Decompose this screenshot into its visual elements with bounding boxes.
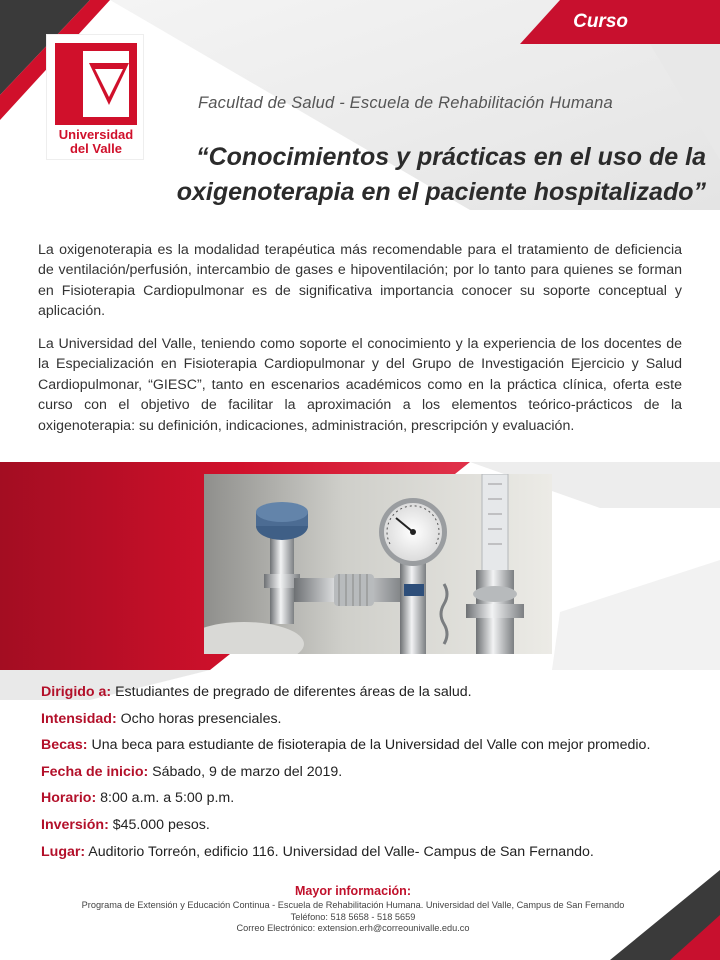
detail-row: [41, 842, 691, 869]
detail-value: Auditorio Torreón, edificio 116. Universidad del Valle- Campus de San Fernando.: [85, 843, 594, 860]
detail-label: Intensidad:: [41, 710, 117, 727]
detail-row: [41, 788, 691, 815]
detail-value: Una beca para estudiante de fisioterapia de la Universidad del Valle con mejor promedio.: [87, 737, 651, 754]
detail-label: Inversión:: [41, 816, 109, 833]
logo-text-line2: del Valle: [69, 141, 123, 156]
footer-title: Mayor información:: [295, 884, 411, 898]
course-details: [41, 682, 691, 868]
detail-label: Lugar:: [41, 843, 86, 860]
detail-label: Horario:: [41, 790, 97, 807]
footer-phone: Teléfono: 518 5658 - 518 5659: [290, 911, 416, 922]
univalle-logo-icon: [55, 43, 137, 125]
oxygen-regulator-photo: [204, 474, 552, 654]
detail-row: [41, 709, 691, 736]
intro-paragraph-2: La Universidad del Valle, teniendo como soporte el conocimiento y la experiencia de los docentes de la Especialización en Fisioterapia Cardiopulmonar y del Grupo de Investigación Ejercicio y Salud Cardiopulmonar, “GIESC”, tanto en escenarios académicos como en la práctica clínica, oferta este curso con el objetivo de facilitar la aproximación a los elementos teórico-prácticos de la oxigenoterapia: su definición, indicaciones, administración, prescripción y evaluación.: [38, 336, 682, 434]
detail-value: Ocho horas presenciales.: [116, 710, 282, 727]
course-title-line1: “Conocimientos y prácticas en el uso de la: [196, 143, 706, 171]
course-tag: Curso: [573, 11, 628, 32]
footer-contact: [0, 882, 706, 935]
detail-value: Sábado, 9 de marzo del 2019.: [148, 763, 343, 780]
footer-email[interactable]: Correo Electrónico: extension.erh@correounivalle.edu.co: [236, 923, 470, 933]
detail-row: [41, 762, 691, 789]
detail-label: Becas:: [41, 737, 88, 754]
course-title: [100, 140, 706, 210]
detail-label: Dirigido a:: [41, 684, 112, 700]
detail-label: Fecha de inicio:: [41, 763, 149, 780]
detail-value: 8:00 a.m. a 5:00 p.m.: [96, 790, 235, 807]
detail-row: [41, 682, 691, 709]
detail-row: [41, 735, 691, 762]
faculty-name: Facultad de Salud - Escuela de Rehabilitación Humana: [198, 94, 613, 112]
detail-row: [41, 815, 691, 842]
detail-value: $45.000 pesos.: [108, 816, 210, 833]
logo-text-line1: Universidad: [58, 127, 134, 142]
footer-program: Programa de Extensión y Educación Continua - Escuela de Rehabilitación Humana. Universidad del Valle, Campus de San Fernando: [81, 900, 625, 910]
course-title-line2: oxigenoterapia en el paciente hospitalizado”: [176, 178, 706, 206]
intro-paragraph-1: La oxigenoterapia es la modalidad terapéutica más recomendable para el tratamiento de deficiencia de ventilación/perfusión, intercambio de gases e hipoventilación; por lo tanto para quienes se forman en Fisioterapia Cardiopulmonar es de significativa importancia conocer su soporte conceptual y aplicación.: [38, 242, 682, 320]
detail-value: Estudiantes de pregrado de diferentes áreas de la salud.: [111, 684, 472, 700]
